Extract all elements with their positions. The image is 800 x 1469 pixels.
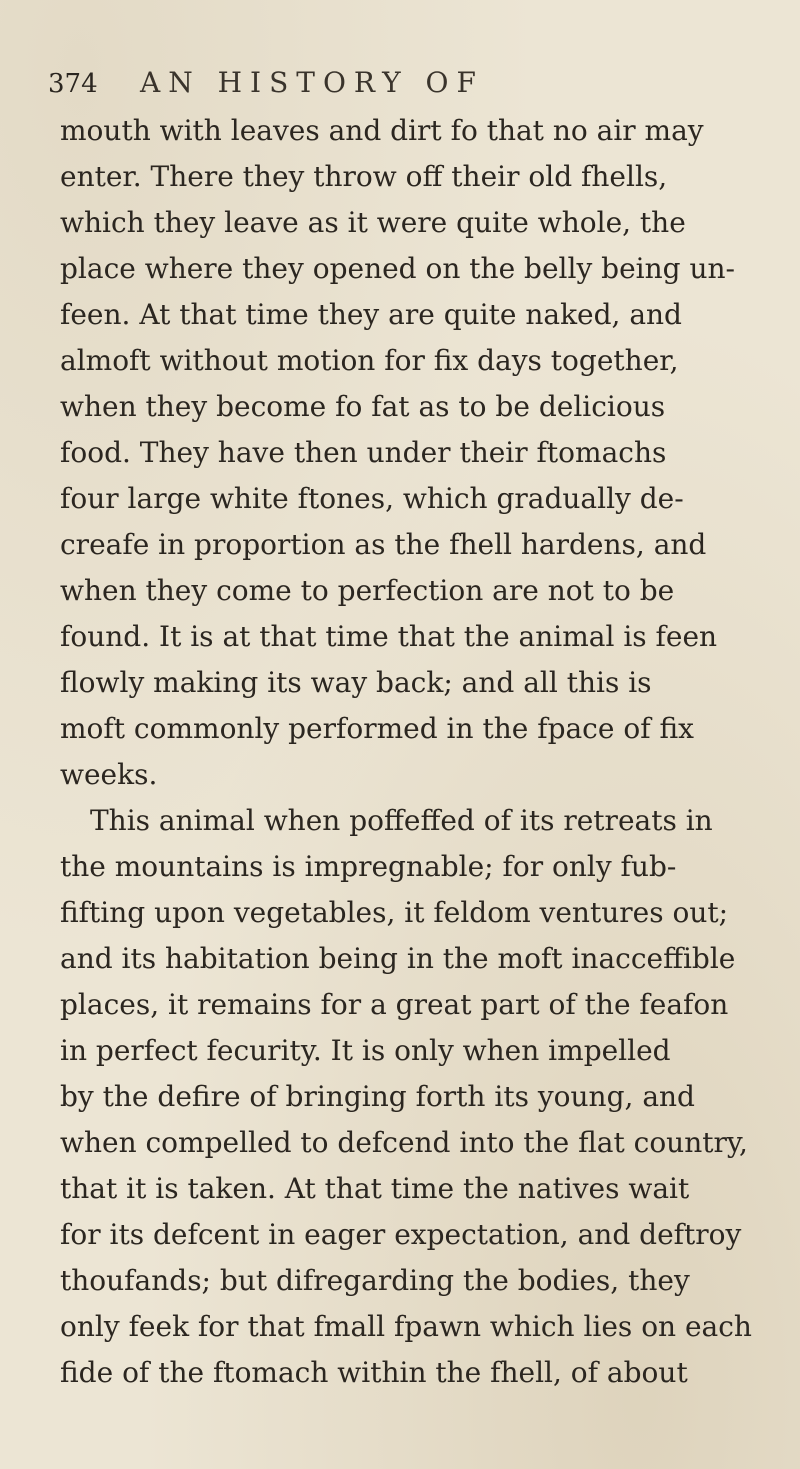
text-line: when compelled to defcend into the flat country, [60, 1126, 748, 1159]
text-line: thoufands; but difregarding the bodies, they [60, 1264, 690, 1297]
body-text [60, 108, 800, 1396]
text-line: places, it remains for a great part of the feafon [60, 988, 729, 1021]
running-head [48, 62, 768, 102]
text-line: and its habitation being in the moft inacceffible [60, 942, 736, 975]
text-line: only feek for that fmall fpawn which lies on each [60, 1310, 752, 1343]
text-line: which they leave as it were quite whole, the [60, 206, 686, 239]
text-line: enter. There they throw off their old fhells, [60, 160, 668, 193]
text-line: the mountains is impregnable; for only fub- [60, 850, 677, 883]
text-line: moft commonly performed in the fpace of fix [60, 712, 694, 745]
text-line: food. They have then under their ftomachs [60, 436, 667, 469]
page-number: 374 [48, 69, 98, 99]
text-line: place where they opened on the belly being un- [60, 252, 736, 285]
text-line: in perfect fecurity. It is only when impelled [60, 1034, 671, 1067]
text-line: almoft without motion for fix days together, [60, 344, 679, 377]
text-line: when they become fo fat as to be delicious [60, 390, 666, 423]
paragraph-first-line: This animal when poffeffed of its retreats in [90, 804, 713, 837]
text-line: that it is taken. At that time the natives wait [60, 1172, 690, 1205]
text-line: creafe in proportion as the fhell hardens, and [60, 528, 707, 561]
text-line: flowly making its way back; and all this is [60, 666, 652, 699]
text-line: feen. At that time they are quite naked, and [60, 298, 682, 331]
text-line: fifting upon vegetables, it feldom ventures out; [60, 896, 729, 929]
text-line: mouth with leaves and dirt fo that no air may [60, 114, 704, 147]
text-line: by the defire of bringing forth its young, and [60, 1080, 695, 1113]
text-line: four large white ftones, which gradually de- [60, 482, 684, 515]
text-line: for its defcent in eager expectation, and deftroy [60, 1218, 742, 1251]
text-line: fide of the ftomach within the fhell, of about [60, 1356, 688, 1389]
text-line: weeks. [60, 758, 158, 791]
text-line: found. It is at that time that the animal is feen [60, 620, 718, 653]
running-title: AN HISTORY OF [140, 66, 484, 99]
text-line: when they come to perfection are not to be [60, 574, 675, 607]
